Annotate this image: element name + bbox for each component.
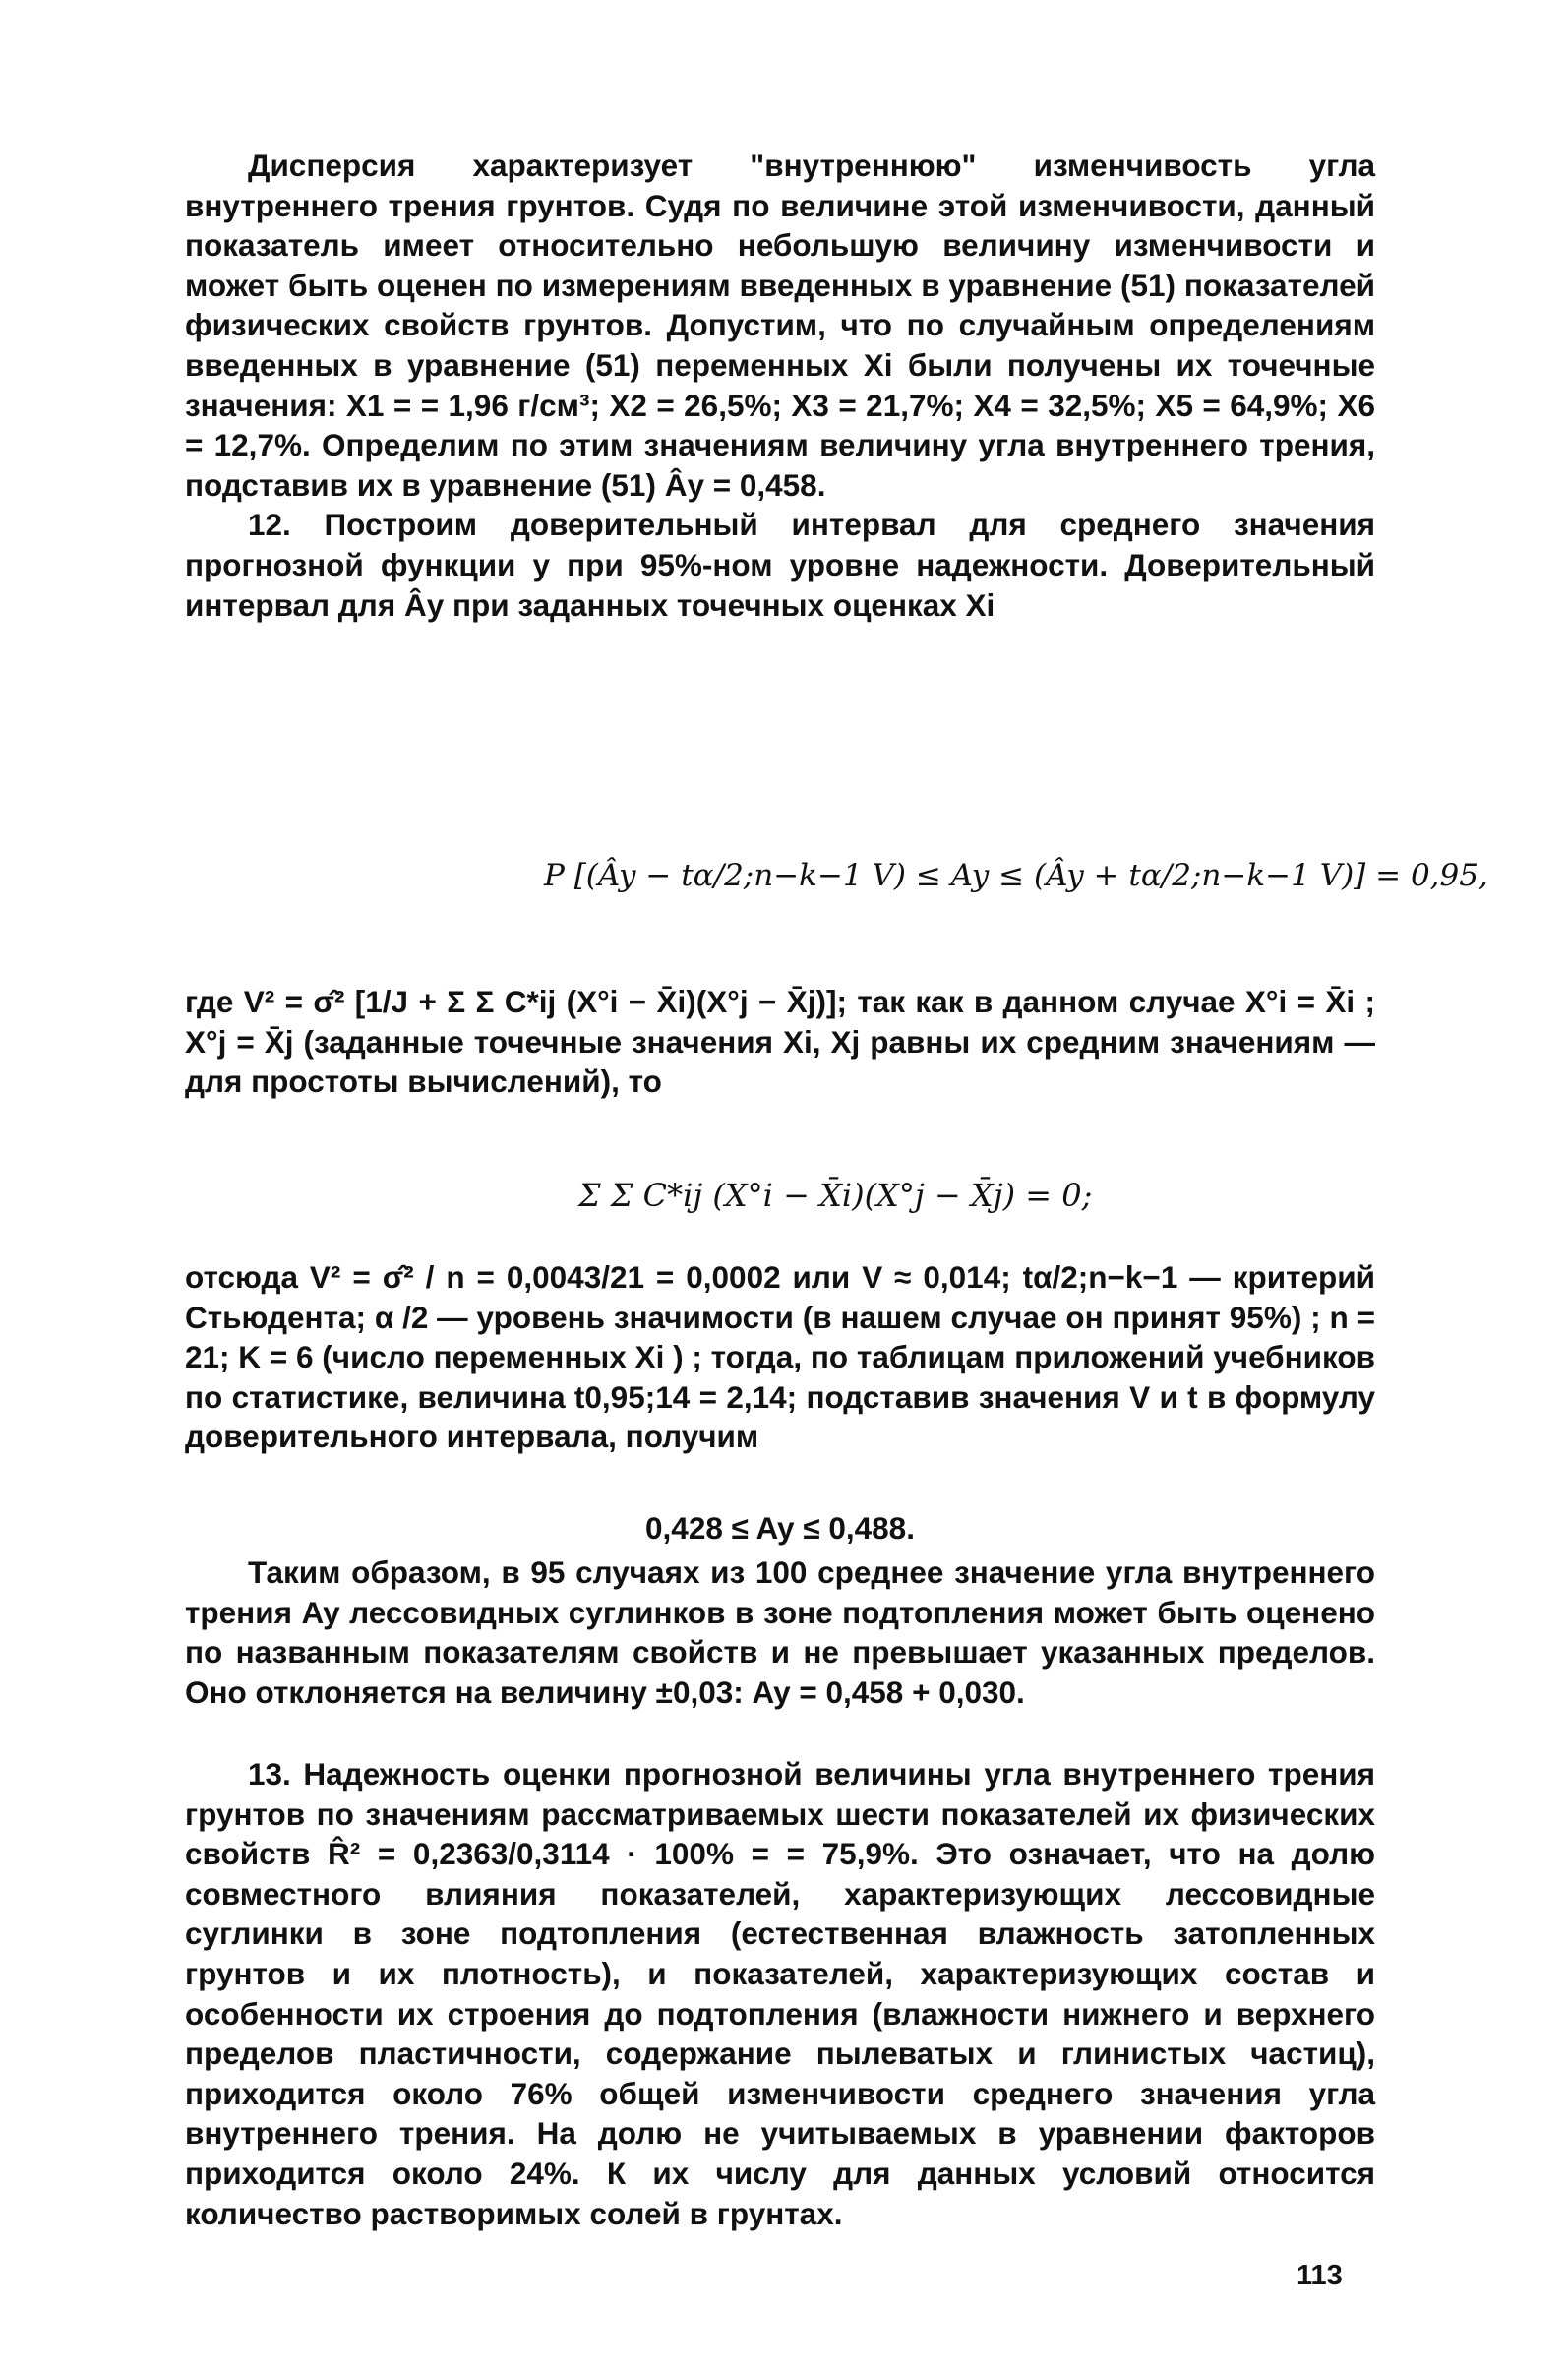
paragraph-where: где V² = σ̂² [1/J + Σ Σ C*ij (X°i − X̄i)(X°j − X̄j)]; так как в данном случае X°i = X̄i ; X°j = X̄j (заданные точечные значения Xi, Xj равны их средним значениям — для простоты вычислений), то — [185, 984, 1375, 1100]
thus-block — [185, 1552, 1375, 1712]
paragraph-then: отсюда V² = σ̂² / n = 0,0043/21 = 0,0002 или V ≈ 0,014; tα/2;n−k−1 — критерий Стьюдента; α /2 — уровень значимости (в нашем случае он принят 95%) ; n = 21; K = 6 (число переменных Xi ) ; тогда, по таблицам приложений учебников по статистике, величина t0,95;14 = 2,14; подставив значения V и t в формулу доверительного интервала, получим — [185, 1259, 1375, 1455]
paragraph-thus: Таким образом, в 95 случаях из 100 среднее значение угла внутреннего трения Ay лессовидных суглинков в зоне подтопления может быть оценено по названным показателям свойств и не превышает указанных пределов. Оно отклоняется на величину ±0,03: Ay = 0,458 + 0,030. — [185, 1554, 1375, 1710]
page-number: 113 — [1297, 2260, 1343, 2291]
where-block — [185, 982, 1375, 1102]
paragraph-dispersion: Дисперсия характеризует "внутреннюю" изменчивость угла внутреннего трения грунтов. Судя по величине этой изменчивости, данный показатель имеет относительно небольшую величину изменчивости и может быть оценен по измерениям введенных в уравнение (51) показателей физических свойств грунтов. Допустим, что по случайным определениям введенных в уравнение (51) переменных Xi были получены их точечные значения: X1 = = 1,96 г/см³; X2 = 26,5%; X3 = 21,7%; X4 = 32,5%; X5 = 64,9%; X6 = 12,7%. Определим по этим значениям величину угла внутреннего трения, подставив их в уравнение (51) Ây = 0,458. — [185, 148, 1375, 503]
paragraph-step-12: 12. Построим доверительный интервал для среднего значения прогнозной функции y при 95%-ном уровне надежности. Доверительный интервал для Ây при заданных точечных оценках Xi — [185, 507, 1375, 623]
then-block — [185, 1257, 1375, 1457]
paragraph-step-13: 13. Надежность оценки прогнозной величины угла внутреннего трения грунтов по значениям рассматриваемых шести показателей их физических свойств R̂² = 0,2363/0,3114 · 100% = = 75,9%. Это означает, что на долю совместного влияния показателей, характеризующих лессовидные суглинки в зоне подтопления (естественная влажность затопленных грунтов и их плотность), и показателей, характеризующих состав и особенности их строения до подтопления (влажности нижнего и верхнего пределов пластичности, содержание пылеватых и глинистых частиц), приходится около 76% общей изменчивости среднего значения угла внутреннего трения. На долю не учитываемых в уравнении факторов приходится около 24%. К их числу для данных условий относится количество растворимых солей в грунтах. — [185, 1756, 1375, 2231]
step-13-block — [185, 1754, 1375, 2233]
inequality-result: 0,428 ≤ Ay ≤ 0,488. — [645, 1510, 915, 1546]
text-column — [185, 146, 1488, 2231]
equation-sum-zero: Σ Σ C*ij (X°i − X̄i)(X°j − X̄j) = 0; — [578, 1177, 1093, 1214]
equation-confidence-interval: P [(Ây − tα/2;n−k−1 V) ≤ Ay ≤ (Ây + tα/2;n−k−1 V)] = 0,95, — [544, 858, 1488, 893]
